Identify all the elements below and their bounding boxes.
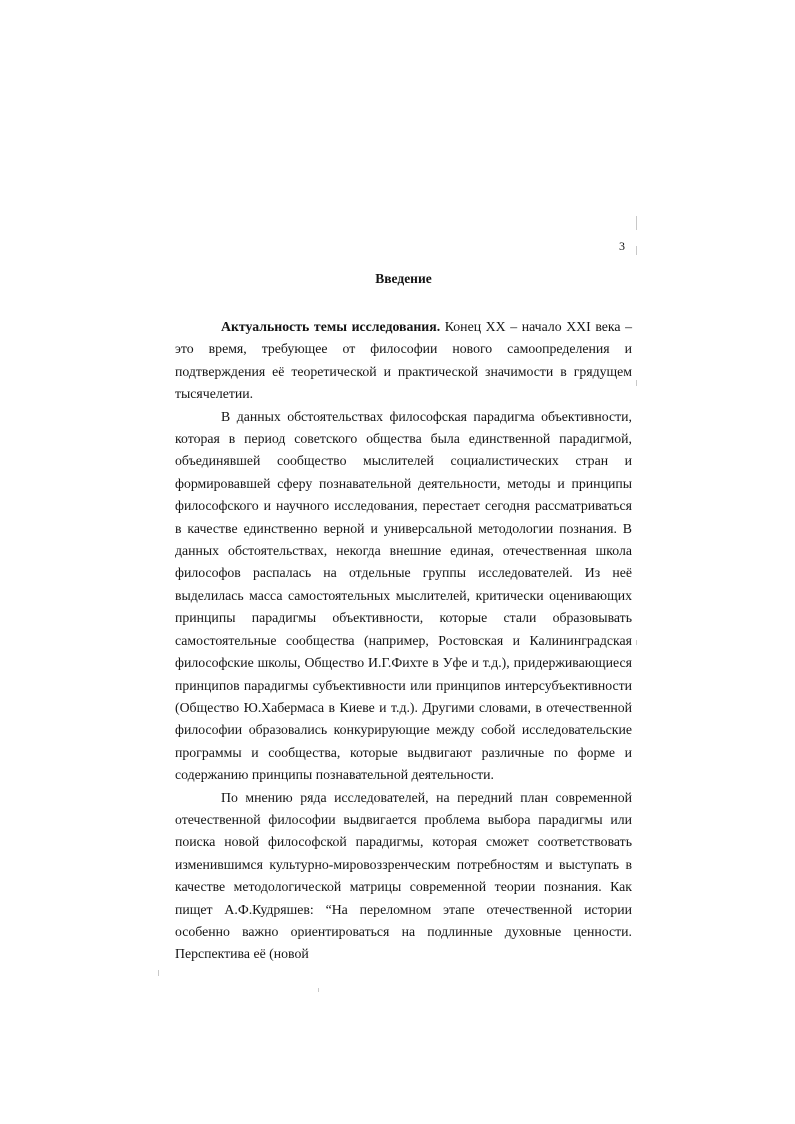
paragraph-circumstances [175,406,632,787]
paragraph-text: Конец XX – начало XXI века – это время, требующее от философии нового самоопределения и подтверждения её теоретической и практической значимости в грядущем тысячелетии. [175,319,632,402]
body-text [175,316,632,966]
scan-artifact [636,640,637,645]
section-title: Введение [375,271,432,286]
paragraph-relevance [175,316,632,406]
scan-artifact [158,970,159,976]
scan-artifact [636,216,637,230]
paragraph-researchers-opinion [175,787,632,966]
paragraph-text: По мнению ряда исследователей, на передний план современной отечественной философии выдвигается проблема выбора парадигмы или поиска новой философской парадигмы, которая сможет соответствовать изменившимся культурно-мировоззренческим потребностям и выступать в качестве методологической матрицы современной теории познания. Как пищет А.Ф.Кудряшев: “На переломном этапе отечественной истории особенно важно ориентироваться на подлинные духовные ценности. Перспектива её (новой [175,789,632,962]
scan-artifact [636,380,637,386]
scan-artifact [318,988,319,992]
page-number: 3 [619,239,625,253]
paragraph-lead: Актуальность темы исследования. [221,319,441,334]
paragraph-text: В данных обстоятельствах философская парадигма объективности, которая в период советского общества была единственной парадигмой, объединявшей сообщество мыслителей социалистических стран и формировавшей сферу познавательной деятельности, методы и принципы философского и научного исследования, перестает сегодня рассматриваться в качестве единственно верной и универсальной методологии познания. В данных обстоятельствах, некогда внешние единая, отечественная школа философов распалась на отдельные группы исследователей. Из неё выделилась масса самостоятельных мыслителей, критически оценивающих принципы парадигмы объективности, которые стали образовывать самостоятельные сообщества (например, Ростовская и Калининградская философские школы, Общество И.Г.Фихте в Уфе и т.д.), придерживающиеся принципов парадигмы субъективности или принципов интерсубъективности (Общество Ю.Хабермаса в Киеве и т.д.). Другими словами, в отечественной философии образовались конкурирующие между собой исследовательские программы и сообщества, которые выдвигают различные по форме и содержанию принципы познавательной деятельности. [175,408,632,783]
scan-artifact [636,246,637,255]
